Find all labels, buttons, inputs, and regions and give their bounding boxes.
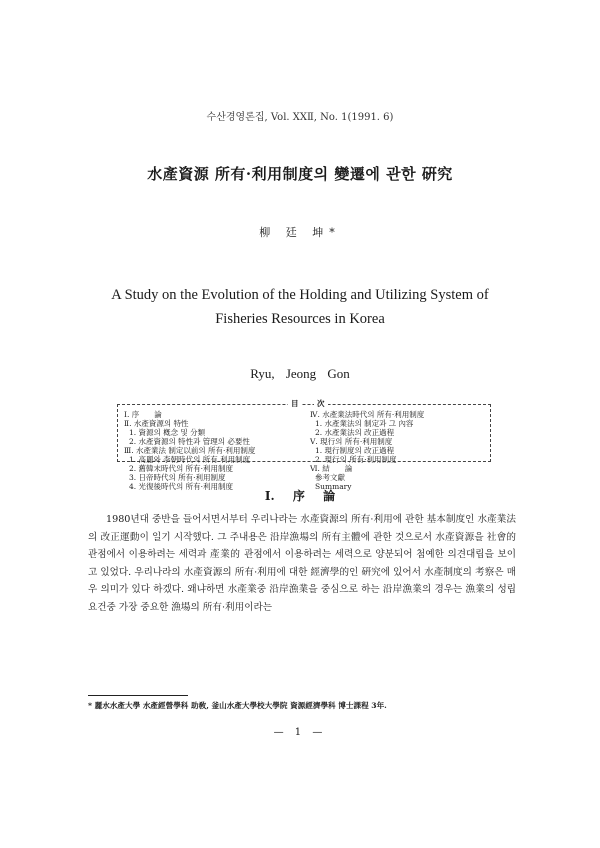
table-of-contents bbox=[117, 399, 491, 491]
toc-item: 參考文獻 bbox=[315, 473, 345, 482]
page-number: — 1 — bbox=[273, 727, 327, 738]
toc-item: Ⅱ. 水產資源의 特性 bbox=[124, 419, 189, 428]
toc-item: 4. 光復後時代의 所有·利用制度 bbox=[129, 482, 234, 491]
author-footnote: * 麗水水產大學 水產經營學科 助敎, 釜山水產大學校大學院 資源經濟學科 博士課程 3年. bbox=[88, 701, 387, 710]
toc-item: Summary bbox=[315, 482, 352, 491]
english-title bbox=[0, 283, 600, 331]
journal-header: 수산경영론집, Vol. XXⅡ, No. 1(1991. 6) bbox=[206, 112, 394, 123]
toc-item: 3. 日帝時代의 所有·利用制度 bbox=[129, 473, 226, 482]
body-paragraph: 1980년대 중반을 들어서면서부터 우리나라는 水產資源의 所有·利用에 관한 基本制度인 水產業法의 改正運動이 일기 시작했다. 그 주내용은 沿岸漁場의 所有主體에 관한 것으로서 水產資源을 社會的 관점에서 이용하려는 세력과 產業的 관점에서 이용하려는 세력으로 양분되어 첨예한 의견대립을 보이고 있었다. 우리나라의 水產資源의 所有·利用에 대한 經濟學的인 硏究에 있어서 水產制度의 考察은 매우 의미가 있다 하겠다. 왜냐하면 水產業중 沿岸漁業을 중심으로 하는 沿岸漁業의 경우는 漁業의 성립요건중 가장 중요한 漁場의 所有·利用이라는 bbox=[88, 514, 516, 613]
toc-item: 2. 水產資源의 特性과 管理의 必要性 bbox=[129, 437, 250, 446]
toc-left-column bbox=[124, 410, 255, 491]
english-title-line1: A Study on the Evolution of the Holding and Utilizing System of bbox=[111, 287, 489, 303]
toc-item: 2. 舊韓末時代의 所有·利用制度 bbox=[129, 464, 234, 473]
toc-item: 1. 水產業法의 制定과 그 內容 bbox=[315, 419, 414, 428]
toc-item: Ⅰ. 序 論 bbox=[124, 410, 162, 419]
korean-title: 水產資源 所有·利用制度의 變遷에 관한 硏究 bbox=[147, 165, 453, 183]
toc-item: Ⅲ. 水產業法 制定以前의 所有·利用制度 bbox=[124, 446, 256, 455]
toc-heading-left: 目 bbox=[288, 399, 302, 408]
toc-item: 2. 水產業法의 改正過程 bbox=[315, 428, 395, 437]
toc-item: Ⅴ. 現行의 所有·利用制度 bbox=[310, 437, 393, 446]
korean-author: 柳 廷 坤* bbox=[259, 226, 341, 239]
footnote-rule bbox=[88, 695, 188, 696]
english-title-line2: Fisheries Resources in Korea bbox=[215, 311, 385, 327]
toc-heading-right: 次 bbox=[314, 399, 328, 408]
toc-item: 1. 資源의 槪念 및 分類 bbox=[129, 428, 206, 437]
english-author: Ryu, Jeong Gon bbox=[250, 366, 350, 381]
toc-item: 1. 現行制度의 改正過程 bbox=[315, 446, 395, 455]
section-heading: Ⅰ. 序 論 bbox=[264, 489, 336, 503]
toc-item: Ⅳ. 水產業法時代의 所有·利用制度 bbox=[310, 410, 425, 419]
toc-item: 2. 現行의 所有·利用制度 bbox=[315, 455, 397, 464]
toc-item: Ⅵ. 結 論 bbox=[310, 464, 353, 473]
toc-item: 1. 高麗와 李朝時代의 所有 利用制度 bbox=[129, 455, 251, 464]
toc-right-column bbox=[310, 410, 424, 491]
